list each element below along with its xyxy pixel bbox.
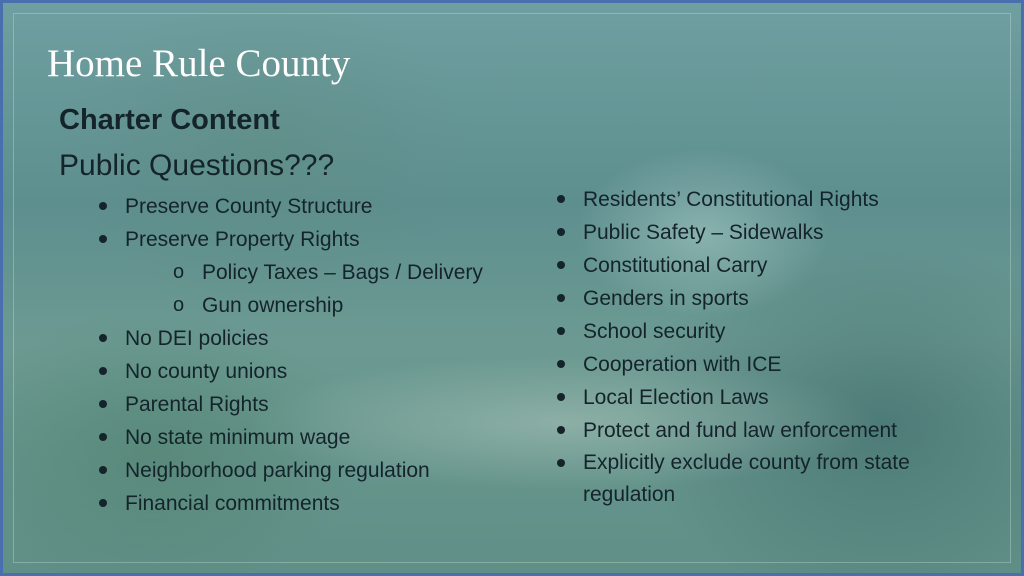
bullet-icon [99,334,107,342]
list-item: Neighborhood parking regulation [97,454,483,487]
bullet-icon [557,228,565,236]
list-item: Cooperation with ICE [555,348,965,381]
bullet-icon [99,499,107,507]
list-item: Local Election Laws [555,381,965,414]
list-item: Public Safety – Sidewalks [555,216,965,249]
list-item: Constitutional Carry [555,249,965,282]
list-item: Parental Rights [97,388,483,421]
sub-list-item: o Policy Taxes – Bags / Delivery [97,256,483,289]
left-bullet-list [97,190,483,520]
public-questions-heading: Public Questions??? [59,149,335,182]
slide-subtitle: Charter Content [59,104,280,136]
list-item: Preserve Property Rights [97,223,483,256]
list-item: Protect and fund law enforcement [555,414,965,447]
bullet-icon [557,426,565,434]
list-item: No DEI policies [97,322,483,355]
bullet-icon [557,393,565,401]
bullet-icon [557,261,565,269]
sub-bullet-icon: o [173,294,185,316]
bullet-icon [99,466,107,474]
bullet-icon [99,433,107,441]
bullet-icon [99,202,107,210]
list-item: Preserve County Structure [97,190,483,223]
bullet-icon [99,367,107,375]
bullet-icon [557,459,565,467]
sub-list-item: o Gun ownership [97,289,483,322]
bullet-icon [99,235,107,243]
list-item: School security [555,315,965,348]
list-item: Explicitly exclude county from state regulation [555,447,965,511]
bullet-icon [557,360,565,368]
list-item: No county unions [97,355,483,388]
right-bullet-list [555,183,965,511]
list-item: Residents’ Constitutional Rights [555,183,965,216]
bullet-icon [557,195,565,203]
list-item: Genders in sports [555,282,965,315]
sub-bullet-icon: o [173,261,185,283]
slide-title: Home Rule County [47,42,351,85]
list-item: Financial commitments [97,487,483,520]
bullet-icon [557,294,565,302]
bullet-icon [99,400,107,408]
list-item: No state minimum wage [97,421,483,454]
bullet-icon [557,327,565,335]
